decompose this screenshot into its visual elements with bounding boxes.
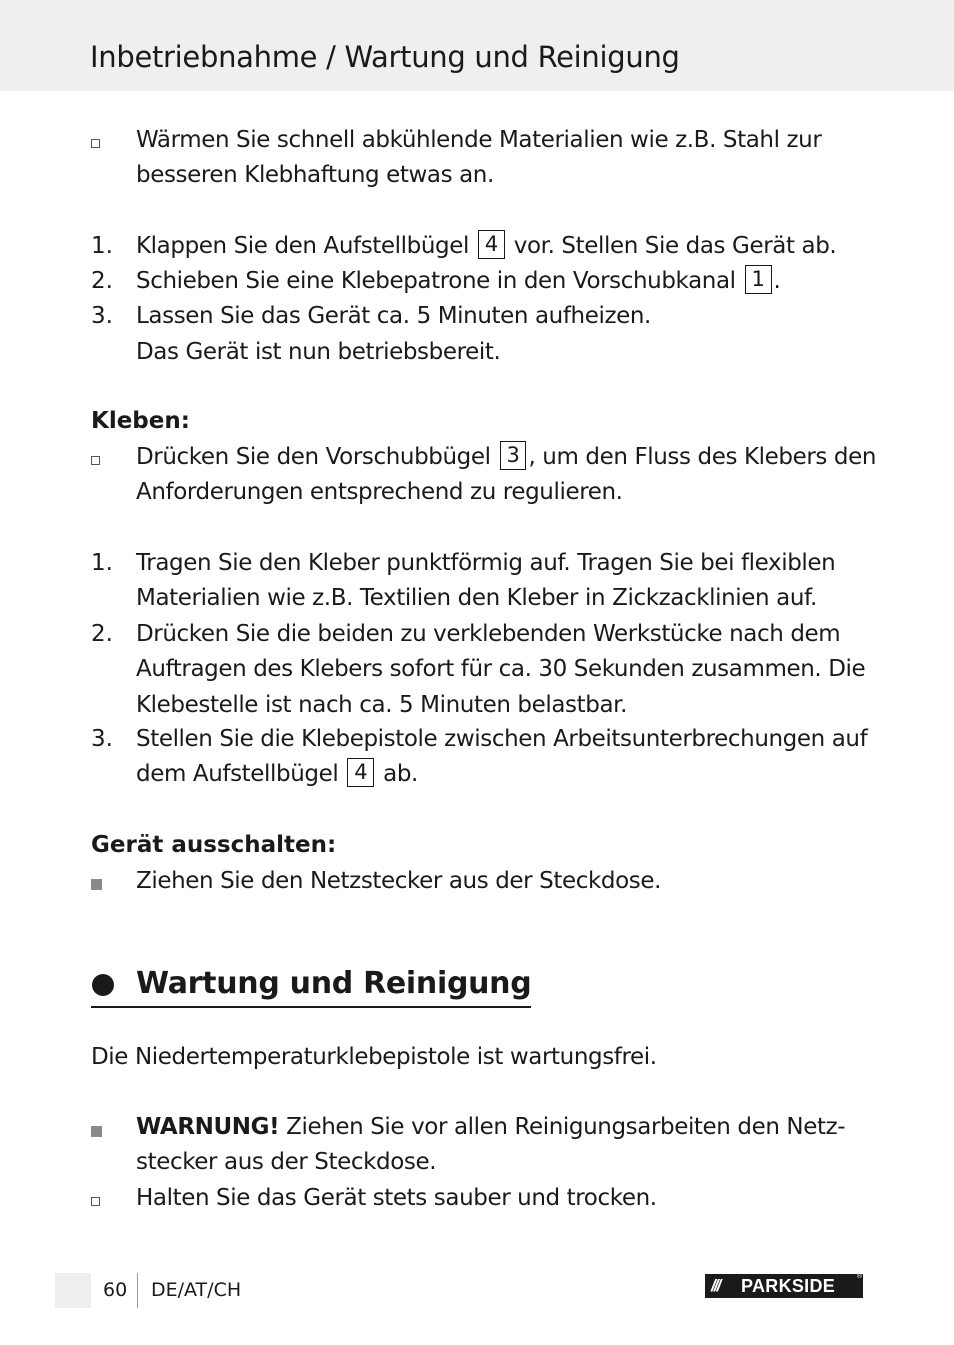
gluing-step-3 — [136, 722, 876, 793]
box-bullet-icon — [91, 1197, 100, 1206]
brand-name: PARKSIDE — [741, 1275, 836, 1296]
step-text: ab. — [383, 761, 418, 788]
part-ref-badge: 3 — [500, 441, 527, 470]
section-title: Wartung und Reinigung — [136, 966, 532, 1001]
gluing-bullet-text — [136, 440, 876, 511]
step-number: 3. — [91, 726, 113, 752]
cleaning-bullet-text: Halten Sie das Gerät stets sauber und trocken. — [136, 1185, 657, 1211]
startup-step-3: Lassen Sie das Gerät ca. 5 Minuten aufheizen. — [136, 303, 651, 329]
bullet-text: , um den Fluss des Klebers den Anforderungen entsprechend zu regulieren. — [136, 444, 877, 506]
section-underline — [91, 1006, 531, 1008]
square-bullet-icon — [91, 1126, 102, 1137]
step-number: 2. — [91, 621, 113, 647]
box-bullet-icon — [91, 456, 100, 465]
logo-stripes-icon: /// — [711, 1276, 720, 1295]
section-dot-icon — [92, 974, 114, 996]
step-number: 1. — [91, 550, 113, 576]
step-number: 2. — [91, 268, 113, 294]
switch-off-bullet-text: Ziehen Sie den Netzstecker aus der Steckdose. — [136, 868, 661, 894]
step-number: 3. — [91, 303, 113, 329]
part-ref-badge: 1 — [745, 265, 772, 294]
bullet-text: Drücken Sie den Vorschubbügel — [136, 444, 491, 470]
registered-mark: ® — [856, 1273, 862, 1280]
step-number: 1. — [91, 233, 113, 259]
gluing-step-1: Tragen Sie den Kleber punktförmig auf. Tragen Sie bei flexiblen Materialien wie z.B. Textilien den Kleber in Zickzacklinien auf. — [136, 550, 836, 612]
warning-label: WARNUNG! — [136, 1114, 280, 1140]
warning-text — [136, 1110, 876, 1181]
footer-page-tab — [55, 1273, 91, 1308]
page-title: Inbetriebnahme / Wartung und Reinigung — [90, 40, 680, 74]
intro-bullet-text: Wärmen Sie schnell abkühlende Materialien wie z.B. Stahl zur besseren Klebhaftung etwas an. — [136, 127, 822, 189]
warning-body: Ziehen Sie vor allen Reinigungsarbeiten den Netz-stecker aus der Steckdose. — [136, 1114, 846, 1176]
startup-step-2 — [136, 264, 876, 299]
box-bullet-icon — [91, 139, 100, 148]
startup-step-3-result: Das Gerät ist nun betriebsbereit. — [136, 339, 501, 365]
gluing-step-2: Drücken Sie die beiden zu verklebenden Werkstücke nach dem Auftragen des Klebers sofort für ca. 30 Sekunden zusammen. Die Klebestelle ist nach ca. 5 Minuten belastbar. — [136, 621, 866, 718]
part-ref-badge: 4 — [347, 758, 374, 787]
startup-step-1 — [136, 229, 876, 264]
page-number: 60 — [103, 1279, 128, 1301]
square-bullet-icon — [91, 879, 102, 890]
parkside-logo — [705, 1274, 863, 1298]
footer-divider — [137, 1273, 138, 1308]
maintenance-intro: Die Niedertemperaturklebepistole ist wartungsfrei. — [91, 1044, 657, 1070]
step-text: Stellen Sie die Klebepistole zwischen Arbeitsunterbrechungen auf dem Aufstellbügel — [136, 726, 868, 788]
step-text: Klappen Sie den Aufstellbügel — [136, 233, 469, 259]
switch-off-heading: Gerät ausschalten: — [91, 832, 337, 858]
step-text: . — [773, 268, 781, 294]
country-codes: DE/AT/CH — [151, 1279, 242, 1301]
part-ref-badge: 4 — [478, 230, 505, 259]
step-text: vor. Stellen Sie das Gerät ab. — [513, 233, 837, 259]
gluing-heading: Kleben: — [91, 408, 190, 434]
step-text: Schieben Sie eine Klebepatrone in den Vorschubkanal — [136, 268, 736, 294]
